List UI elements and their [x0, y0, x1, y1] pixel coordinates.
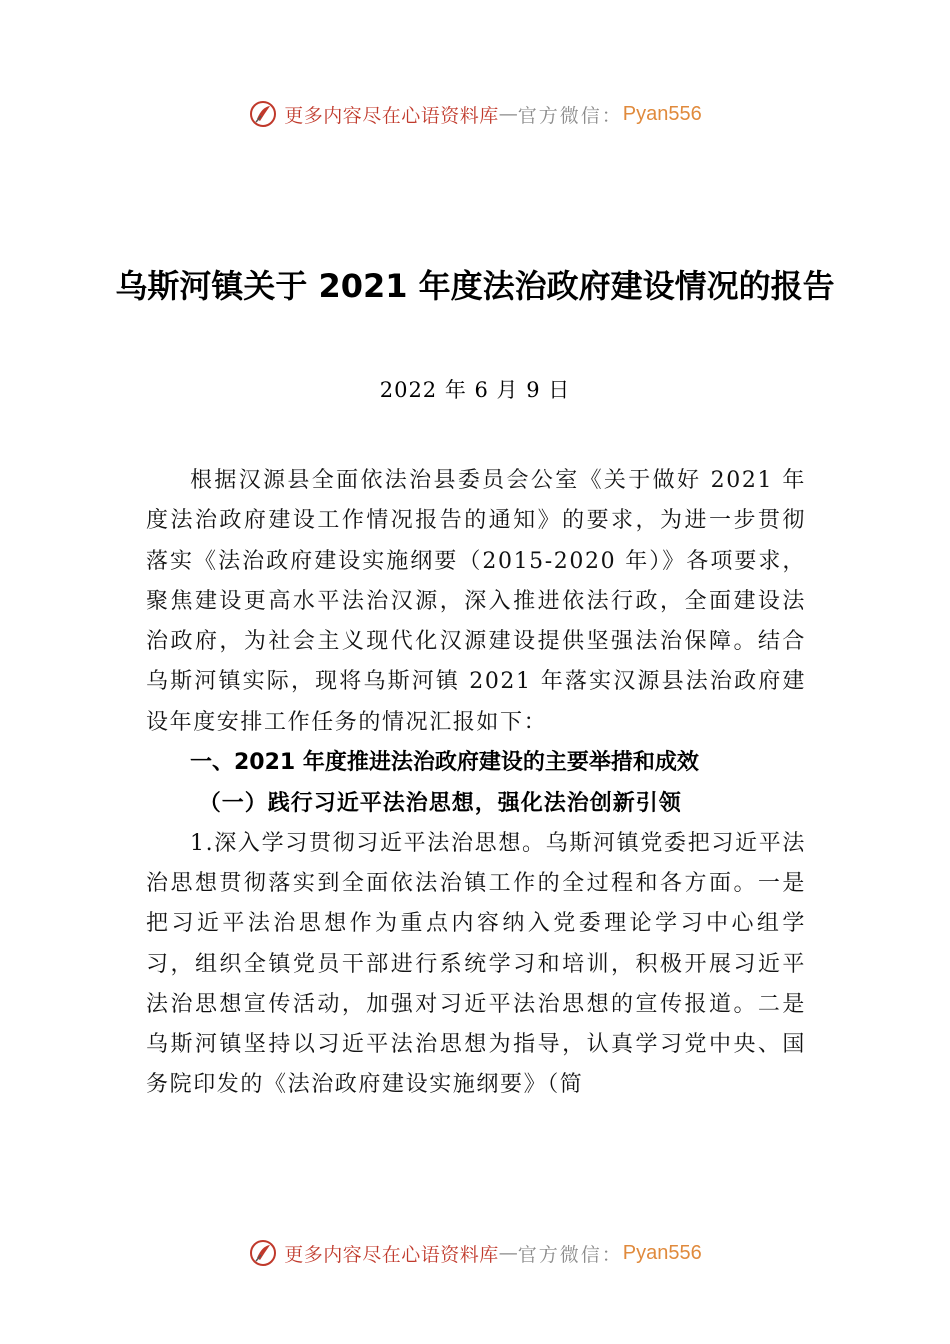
- watermark-brand: 更多内容尽在心语资料库: [284, 1243, 499, 1266]
- watermark-label: 官方微信：: [517, 104, 623, 127]
- subsection-heading-1: （一）践行习近平法治思想，强化法治创新引领: [198, 790, 682, 817]
- document-date: 2022 年 6 月 9 日: [379, 378, 571, 402]
- brand-logo-icon: [248, 1238, 278, 1268]
- watermark-brand: 更多内容尽在心语资料库: [284, 104, 499, 127]
- watermark-separator: —: [498, 103, 518, 125]
- watermark-wechat-id: Pyan556: [622, 1241, 702, 1264]
- brand-logo-icon: [248, 99, 278, 129]
- document-body: [146, 461, 806, 1106]
- intro-paragraph: 根据汉源县全面依法治县委员会公室《关于做好 2021 年度法治政府建设工作情况报告的通知》的要求，为进一步贯彻落实《法治政府建设实施纲要（2015-2020 年）》各项要求，聚焦建设更高水平法治汉源，深入推进依法行政，全面建设法治政府，为社会主义现代化汉源建设提供坚强法治保障。结合乌斯河镇实际，现将乌斯河镇 2021 年落实汉源县法治政府建设年度安排工作任务的情况汇报如下：: [146, 468, 806, 735]
- footer-watermark: [0, 1233, 950, 1273]
- item-paragraph-1: 1.深入学习贯彻习近平法治思想。乌斯河镇党委把习近平法治思想贯彻落实到全面依法治镇工作的全过程和各方面。一是把习近平法治思想作为重点内容纳入党委理论学习中心组学习，组织全镇党员干部进行系统学习和培训，积极开展习近平法治思想宣传活动，加强对习近平法治思想的宣传报道。二是乌斯河镇坚持以习近平法治思想为指导，认真学习党中央、国务院印发的《法治政府建设实施纲要》（简: [146, 830, 806, 1098]
- document-title: 乌斯河镇关于 2021 年度法治政府建设情况的报告: [115, 267, 835, 305]
- watermark-separator: —: [498, 1242, 518, 1264]
- header-watermark: [0, 94, 950, 134]
- watermark-label: 官方微信：: [517, 1243, 623, 1266]
- section-heading-1: 一、2021 年度推进法治政府建设的主要举措和成效: [190, 750, 699, 776]
- watermark-wechat-id: Pyan556: [622, 102, 702, 125]
